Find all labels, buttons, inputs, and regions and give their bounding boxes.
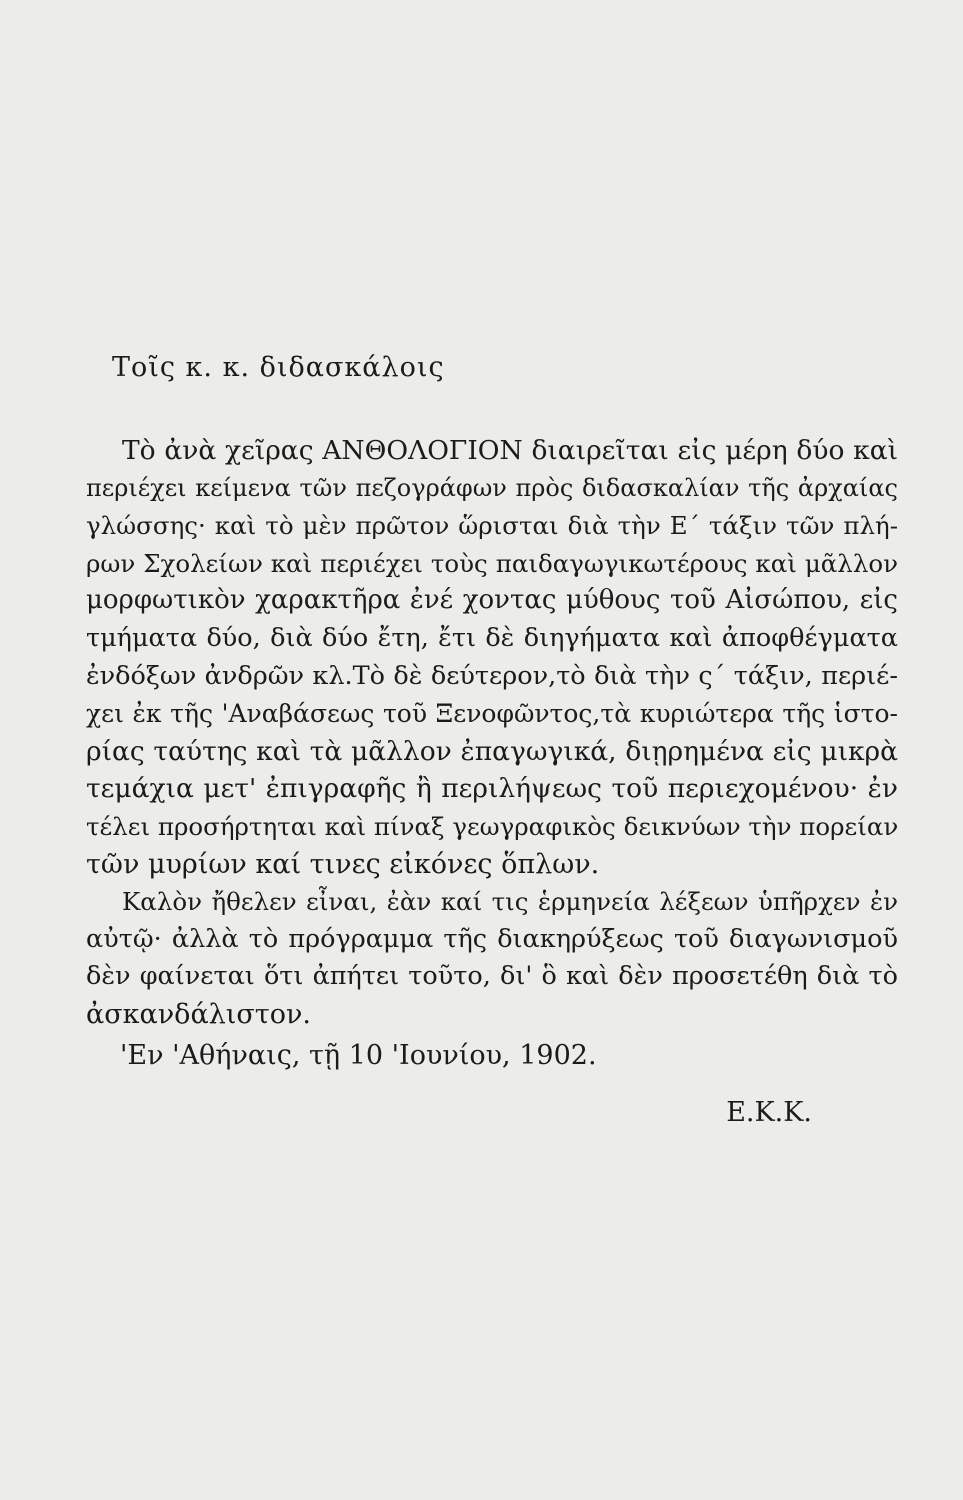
text-line: δὲν φαίνεται ὅτι ἀπήτει τοῦτο, δι' ὃ καὶ δὲν προσετέθη διὰ τὸ xyxy=(86,961,898,992)
text-line: Τὸ ἀνὰ χεῖρας ΑΝΘΟΛΟΓΙΟΝ διαιρεῖται εἰς μέρη δύο καὶ xyxy=(122,435,898,466)
signature-initials: Ε.Κ.Κ. xyxy=(726,1097,812,1128)
text-line: περιέχει κείμενα τῶν πεζογράφων πρὸς διδασκαλίαν τῆς ἀρχαίας xyxy=(86,473,898,502)
text-line: ἀσκανδάλιστον. xyxy=(86,998,311,1030)
date-line: 'Εν 'Αθήναις, τῇ 10 'Ιουνίου, 1902. xyxy=(120,1040,597,1071)
text-line: ρων Σχολείων καὶ περιέχει τοὺς παιδαγωγικωτέρους καὶ μᾶλλον xyxy=(86,548,898,578)
text-line: ρίας ταύτης καὶ τὰ μᾶλλον ἐπαγωγικά, διῃρημένα εἰς μικρὰ xyxy=(86,735,898,767)
preface-body xyxy=(86,432,898,1034)
text-line: χει ἐκ τῆς 'Αναβάσεως τοῦ Ξενοφῶντος,τὰ κυριώτερα τῆς ἱστο- xyxy=(86,699,898,729)
text-line: τεμάχια μετ' ἐπιγραφῆς ἢ περιλήψεως τοῦ περιεχομένου· ἐν xyxy=(86,773,898,805)
text-line: τῶν μυρίων καί τινες εἰκόνες ὅπλων. xyxy=(86,848,600,880)
text-line: μορφωτικὸν χαρακτῆρα ἐνέ χοντας μύθους τοῦ Αἰσώπου, εἰς xyxy=(86,585,898,616)
text-line: ἐνδόξων ἀνδρῶν κλ.Τὸ δὲ δεύτερον,τὸ διὰ τὴν ς΄ τάξιν, περιέ- xyxy=(86,660,898,691)
text-line: αὐτῷ· ἀλλὰ τὸ πρόγραμμα τῆς διακηρύξεως τοῦ διαγωνισμοῦ xyxy=(86,923,898,954)
text-line: τέλει προσήρτηται καὶ πίναξ γεωγραφικὸς δεικνύων τὴν πορείαν xyxy=(86,811,899,841)
dedication-heading: Τοῖς κ. κ. διδασκάλοις xyxy=(112,352,445,383)
text-line: γλώσσης· καὶ τὸ μὲν πρῶτον ὥρισται διὰ τὴν Ε΄ τάξιν τῶν πλή- xyxy=(86,511,898,541)
text-line: τμήματα δύο, διὰ δύο ἔτη, ἔτι δὲ διηγήματα καὶ ἀποφθέγματα xyxy=(86,622,898,653)
text-line: Καλὸν ἤθελεν εἶναι, ἐὰν καί τις ἑρμηνεία λέξεων ὑπῆρχεν ἐν xyxy=(122,887,898,917)
